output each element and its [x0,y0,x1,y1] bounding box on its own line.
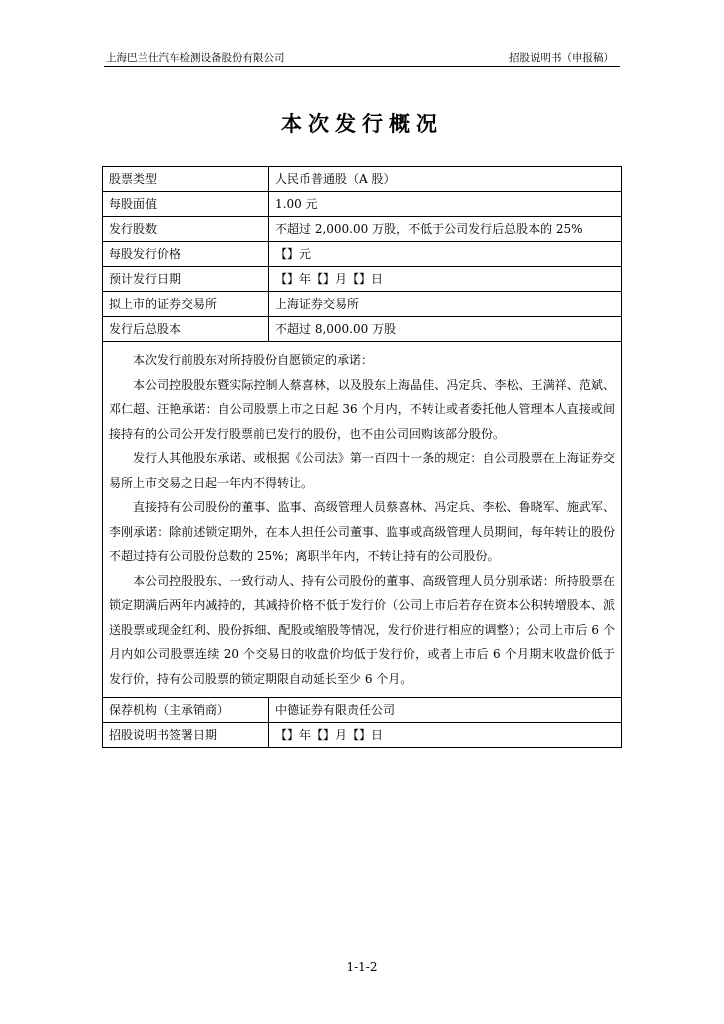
row-label: 每股面值 [103,192,269,217]
row-value: 不超过 2,000.00 万股，不低于公司发行后总股本的 25% [269,217,622,242]
row-label: 预计发行日期 [103,267,269,292]
row-label: 股票类型 [103,167,269,192]
row-label: 招股说明书签署日期 [103,723,269,748]
note-paragraph: 本公司控股股东暨实际控制人蔡喜林，以及股东上海晶佳、冯定兵、李松、王满祥、范斌、邓仁超、汪艳承诺：自公司股票上市之日起 36 个月内，不转让或者委托他人管理本人直接或间接持有的公司公开发行股票前已发行的股份，也不由公司回购该部分股份。 [109,377,615,441]
row-label: 发行股数 [103,217,269,242]
table-row [103,317,622,342]
page-title: 本次发行概况 [281,112,443,136]
row-label: 每股发行价格 [103,242,269,267]
row-value: 中德证券有限责任公司 [269,698,622,723]
row-value: 【】年【】月【】日 [269,267,622,292]
note-paragraph: 本公司控股股东、一致行动人、持有公司股份的董事、高级管理人员分别承诺：所持股票在锁定期满后两年内减持的，其减持价格不低于发行价（公司上市后若存在资本公积转增股本、派送股票或现金红利、股份拆细、配股或缩股等情况，发行价进行相应的调整）；公司上市后 6 个月内如公司股票连续 20 个交易日的收盘价均低于发行价，或者上市后 6 个月期末收盘价低于发行价，持有公司股票的锁定期限自动延长至少 6 个月。 [109,573,615,686]
table-row [103,267,622,292]
row-label: 保荐机构（主承销商） [103,698,269,723]
note-paragraph: 直接持有公司股份的董事、监事、高级管理人员蔡喜林、冯定兵、李松、鲁晓军、施武军、李刚承诺：除前述锁定期外，在本人担任公司董事、监事或高级管理人员期间，每年转让的股份不超过持有公司股份总数的 25%；离职半年内，不转让持有的公司股份。 [109,500,615,563]
header-rule [104,66,620,67]
table-row [103,698,622,723]
page-number: 1-1-2 [346,960,378,974]
page-header [104,50,620,66]
table-row [103,242,622,267]
row-value: 上海证券交易所 [269,292,622,317]
lockup-commitment-text [103,342,622,698]
row-value: 1.00 元 [269,192,622,217]
table-row [103,723,622,748]
lockup-commitment-row [103,342,622,698]
note-paragraph: 发行人其他股东承诺、或根据《公司法》第一百四十一条的规定：自公司股票在上海证券交易所上市交易之日起一年内不得转让。 [109,451,615,490]
table-row [103,217,622,242]
table-row [103,192,622,217]
row-value: 不超过 8,000.00 万股 [269,317,622,342]
row-value: 【】年【】月【】日 [269,723,622,748]
row-value: 人民币普通股（A 股） [269,167,622,192]
offering-overview-table [102,166,622,748]
note-paragraph: 本次发行前股东对所持股份自愿锁定的承诺： [133,353,374,367]
row-value: 【】元 [269,242,622,267]
row-label: 拟上市的证券交易所 [103,292,269,317]
table-row [103,292,622,317]
header-company: 上海巴兰仕汽车检测设备股份有限公司 [106,52,285,64]
row-label: 发行后总股本 [103,317,269,342]
table-row [103,167,622,192]
header-doc-type: 招股说明书（申报稿） [509,52,614,64]
